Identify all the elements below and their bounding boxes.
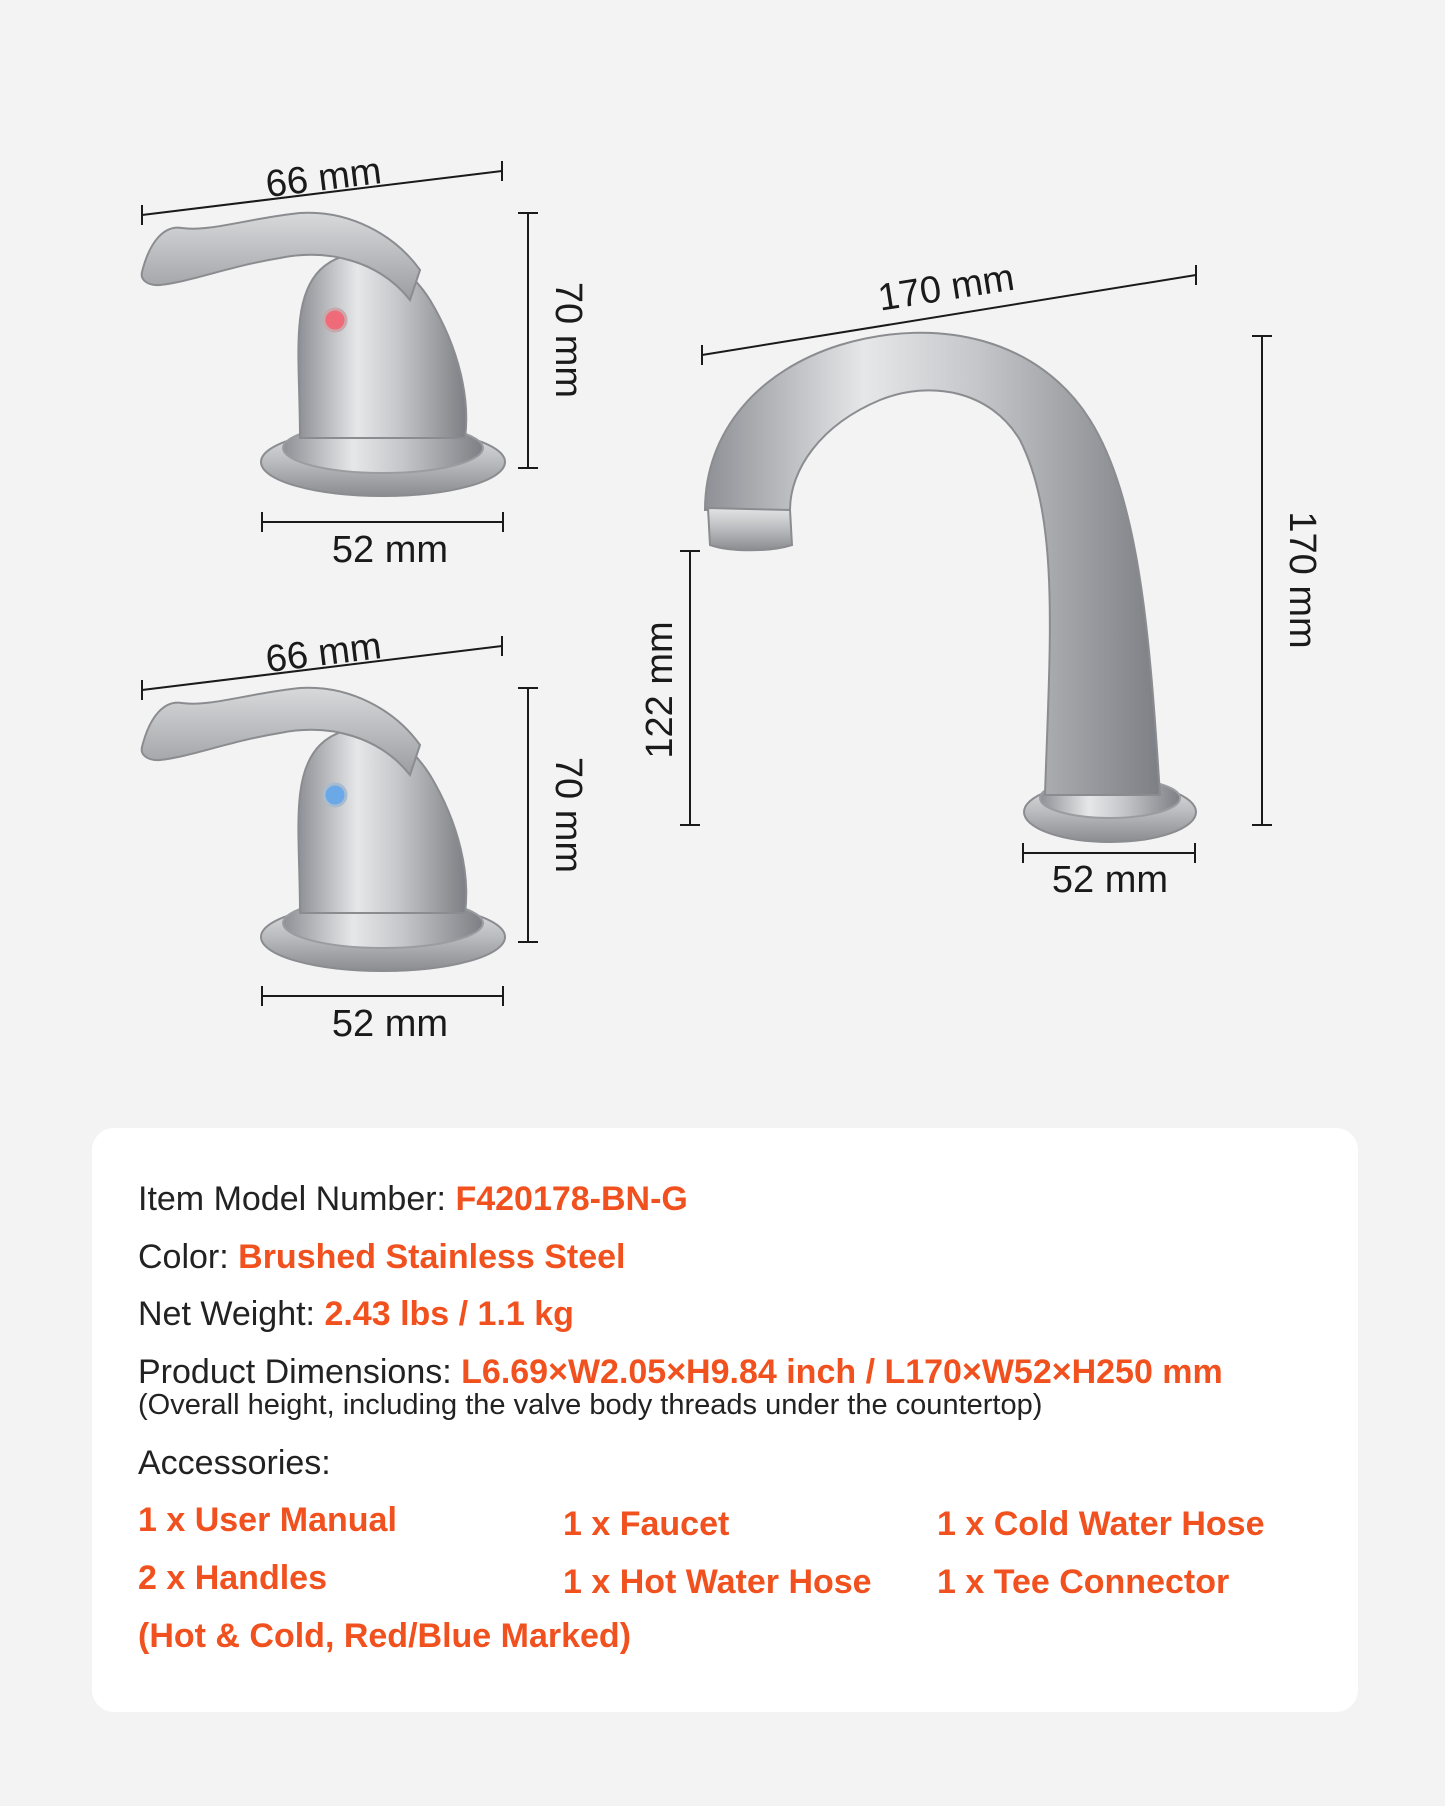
hot-handle-body (298, 254, 466, 438)
cold-height-label: 70 mm (547, 756, 589, 874)
accessory-user-manual: 1 x User Manual (138, 1501, 397, 1539)
spout-height-dimension (1252, 336, 1272, 825)
dimensions-note: (Overall height, including the valve body threads under the countertop) (138, 1389, 1043, 1421)
dimensions-label: Product Dimensions: (138, 1353, 462, 1391)
accessory-tee-connector: 1 x Tee Connector (937, 1563, 1230, 1601)
specifications-card (92, 1128, 1358, 1712)
model-number-row (138, 1180, 688, 1219)
model-number-value: F420178-BN-G (455, 1180, 688, 1218)
cold-handle (142, 688, 505, 971)
accessory-handles-note: (Hot & Cold, Red/Blue Marked) (138, 1617, 632, 1655)
model-number-label: Item Model Number: (138, 1180, 456, 1218)
spout-reach-label: 170 mm (875, 256, 1018, 320)
cold-handle-body (298, 729, 466, 913)
cold-base-label: 52 mm (331, 1003, 449, 1045)
spout-outlet (708, 508, 792, 550)
cold-width-label: 66 mm (263, 625, 384, 682)
faucet-spout (705, 333, 1196, 842)
color-value: Brushed Stainless Steel (238, 1238, 626, 1276)
spout-outlet-height-dimension (680, 551, 700, 825)
weight-value: 2.43 lbs / 1.1 kg (324, 1295, 574, 1333)
hot-height-dimension (518, 213, 538, 468)
hot-base-label: 52 mm (331, 529, 449, 571)
hot-marker-icon (324, 309, 346, 331)
weight-label: Net Weight: (138, 1295, 325, 1333)
weight-row (138, 1295, 574, 1334)
dimensions-row (138, 1353, 1223, 1392)
cold-height-dimension (518, 688, 538, 942)
accessory-handles: 2 x Handles (138, 1559, 327, 1597)
hot-width-label: 66 mm (263, 150, 384, 207)
color-row (138, 1238, 626, 1277)
cold-marker-icon (324, 784, 346, 806)
hot-handle (142, 213, 505, 496)
color-label: Color: (138, 1238, 239, 1276)
hot-height-label: 70 mm (547, 281, 589, 399)
spout-base-label: 52 mm (1051, 859, 1169, 901)
accessory-hot-water-hose: 1 x Hot Water Hose (563, 1563, 872, 1601)
spout-height-label: 170 mm (1281, 511, 1323, 649)
spout-neck (705, 333, 1160, 795)
spout-outlet-height-label: 122 mm (639, 621, 681, 759)
accessory-faucet: 1 x Faucet (563, 1505, 730, 1543)
accessory-cold-water-hose: 1 x Cold Water Hose (937, 1505, 1265, 1543)
dimensions-value: L6.69×W2.05×H9.84 inch / L170×W52×H250 mm (461, 1353, 1223, 1391)
accessories-heading: Accessories: (138, 1444, 331, 1482)
